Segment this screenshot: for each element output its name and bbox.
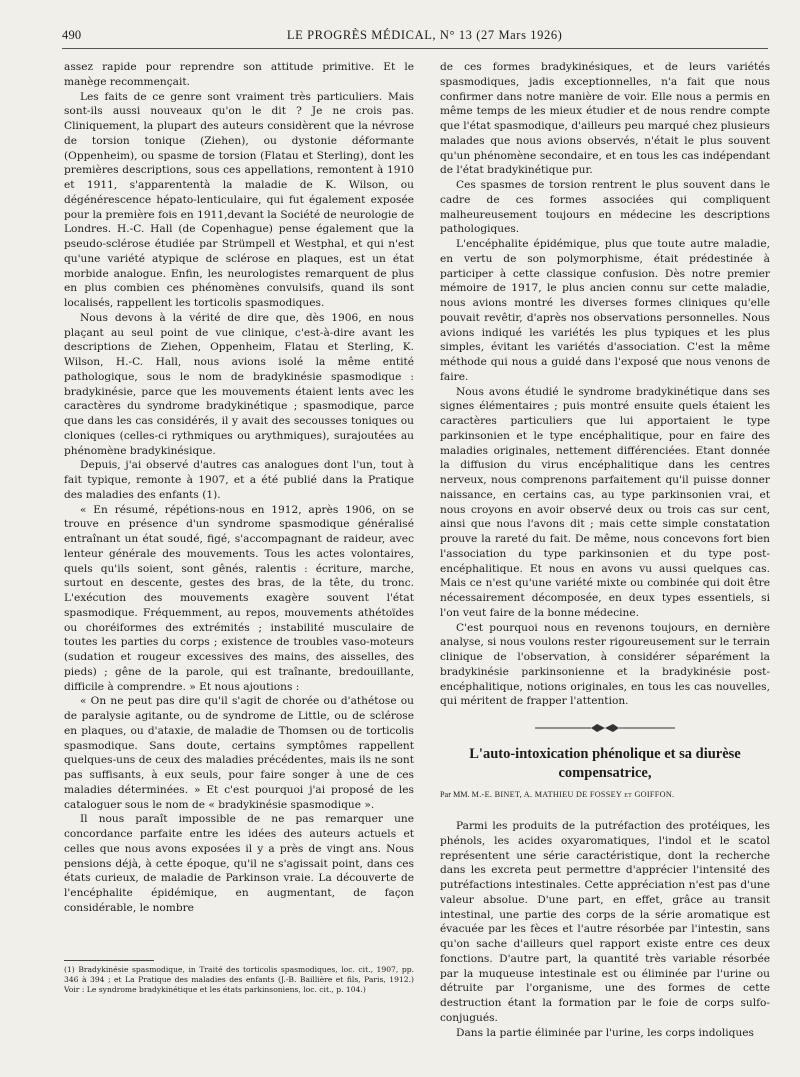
header-rule	[62, 48, 768, 49]
journal-running-title: LE PROGRÈS MÉDICAL, N° 13 (27 Mars 1926)	[286, 28, 563, 42]
paragraph: Parmi les produits de la putréfaction des protéiques, les phénols, les acides oxyaromatiques, l'indol et le scatol représentent une série caractéristique, dont la recherche dans les excreta peut permettre d'apprécier l'intensité des putréfactions intestinales. Cette appréciation n'est pas d'une valeur absolue. D'une part, en effet, grâce au transit intestinal, une partie des corps de la série aromatique est évacuée par les fèces et l'autre résorbée par l'intestin, sans qu'on sache d'ailleurs quel rapport existe entre ces deux fonctions. D'autre part, la quantité très variable résorbée par la muqueuse intestinale est ou éliminée par l'urine ou détruite par l'organisme, une des formes de cette destruction étant la formation par le foie de corps sulfo-conjugués.	[440, 820, 770, 1024]
paragraph: « En résumé, répétions-nous en 1912, après 1906, on se trouve en présence d'un syndrome spasmodique généralisé entraînant un état soudé, figé, s'accompagnant de raideur, avec lenteur générale des mouvements. Tous les actes volontaires, quels qu'ils soient, sont gênés, ralentis : écriture, marche, surtout en descente, gestes des bras, de la tête, du tronc. L'exécution des mouvements exagère souvent l'état spasmodique. Fréquemment, au repos, mouvements athétoïdes ou choréiformes des extrémités ; instabilité musculaire de toutes les parties du corps ; existence de troubles vaso-moteurs (sudation et rougeur excessives des mains, des aisselles, des pieds) ; gêne de la parole, qui est traînante, bredouillante, difficile à comprendre. » Et nous ajoutions :	[64, 503, 414, 693]
paragraph: Dans la partie éliminée par l'urine, les corps indoliques	[456, 1026, 754, 1039]
paragraph: C'est pourquoi nous en revenons toujours, en dernière analyse, si nous voulons rester rigoureusement sur le terrain clinique de l'observation, à considérer séparément la bradykinésie parkinsonienne et la bradykinésie post-encéphalitique, notions originales, en tous les cas nouvelles, qui méritent de frapper l'attention.	[440, 621, 770, 708]
paragraph: L'encéphalite épidémique, plus que toute autre maladie, en vertu de son polymorphisme, était prédestinée à participer à cette classique confusion. Dès notre premier mémoire de 1917, le plus ancien connu sur cette maladie, nous avions montré les diverses formes cliniques qu'elle pouvait revêtir, d'après nos observations personnelles. Nous avions indiqué les variétés les plus typiques et les plus simples, évitant les variétés d'association. C'est la même méthode qui nous a guidé dans l'exposé que nous venons de faire.	[440, 238, 770, 383]
article-title: L'auto-intoxication phénolique et sa diurèse compensatrice,	[469, 746, 741, 781]
footnotes	[64, 960, 414, 995]
page-header	[62, 28, 768, 46]
right-column	[440, 60, 770, 1040]
paragraph: « On ne peut pas dire qu'il s'agit de chorée ou d'athétose ou de paralysie agitante, ou de syndrome de Little, ou de sclérose en plaques, ou d'ataxie, de maladie de Thomsen ou de torticolis spasmodique. Sans doute, certains symptômes rappellent quelques-uns de ceux des maladies précédentes, mais ils ne sont pas suffisants, à eux seuls, pour faire songer à une de ces maladies déterminées. » Et c'est pourquoi j'ai proposé de les cataloguer sous le nom de « bradykinésie spasmodique ».	[64, 695, 414, 811]
byline-prefix: Par MM.	[440, 790, 472, 799]
paragraph: Depuis, j'ai observé d'autres cas analogues dont l'un, tout à fait typique, remonte à 1907, et a été publié dans la Pratique des maladies des enfants (1).	[64, 459, 414, 501]
section-divider-ornament	[440, 721, 770, 735]
paragraph: Nous devons à la vérité de dire que, dès 1906, en nous plaçant au seul point de vue clinique, c'est-à-dire avant les descriptions de Ziehen, Oppenheim, Flatau et Sterling, K. Wilson, H.-C. Hall, nous avions isolé la même entité pathologique, sous le nom de bradykinésie spasmodique : bradykinésie, parce que les mouvements étaient lents avec les caractères du syndrome bradykinétique ; spasmodique, parce que dans les cas considérés, il y avait des secousses toniques ou cloniques (celles-ci rythmiques ou arythmiques), surajoutées au phénomène bradykinésique.	[64, 311, 414, 457]
paragraph: Les faits de ce genre sont vraiment très particuliers. Mais sont-ils aussi nouveaux qu'on le dit ? Je ne crois pas. Cliniquement, la plupart des auteurs considèrent que la névrose de torsion tonique (Ziehen), ou dystonie déformante (Oppenheim), ou spasme de torsion (Flatau et Sterling), dont les premières descriptions, sous ces appellations, remontent à 1910 et 1911, s'apparententà la maladie de K. Wilson, ou dégénérescence hépato-lenticulaire, qui fut également exposée pour la première fois en 1911,devant la Société de neurologie de Londres. H.-C. Hall (de Copenhague) pense également que la pseudo-sclérose étudiée par Strümpell et Westphal, et qui n'est qu'une variété atypique de sclérose en plaques, est un état morbide analogue. Enfin, les neurologistes remarquent de plus en plus combien ces phénomènes convulsifs, quand ils sont localisés, rappellent les torticolis spasmodiques.	[64, 90, 414, 309]
footnote: (1) Bradykinésie spasmodique, in Traité des torticolis spasmodiques, loc. cit., 1907, pp. 346 à 394 ; et La Pratique des maladies des enfants (J.-B. Baillière et fils, Paris, 1912.) Voir : Le syndrome bradykinétique et les états parkinsoniens, loc. cit., p. 104.)	[64, 965, 414, 994]
paragraph: Il nous paraît impossible de ne pas remarquer une concordance parfaite entre les idées des auteurs actuels et celles que nous avons exposées il y a près de vingt ans. Nous pensions déjà, à cette époque, qu'il ne s'agissait point, dans ces états curieux, de maladie de Parkinson vraie. La découverte de l'encéphalite épidémique, en augmentant, de façon considérable, le nombre	[64, 813, 414, 914]
footnote-rule	[64, 960, 154, 961]
left-column	[64, 60, 414, 916]
paragraph: assez rapide pour reprendre son attitude primitive. Et le manège recommençait.	[64, 61, 414, 88]
article-byline	[440, 789, 770, 801]
article-authors: M.-E. BINET, A. MATHIEU DE FOSSEY et GOIFFON.	[471, 790, 675, 799]
paragraph: de ces formes bradykinésiques, et de leurs variétés spasmodiques, jadis exceptionnelles, n'a fait que nous confirmer dans notre manière de voir. Elle nous a permis en même temps de les mieux étudier et de nous rendre compte que l'état spasmodique, d'ailleurs peu marqué chez plusieurs malades que nous avions observés, n'était le plus souvent qu'un phénomène secondaire, et en tous les cas indépendant de l'état bradykinétique pur.	[440, 61, 770, 177]
paragraph: Ces spasmes de torsion rentrent le plus souvent dans le cadre de ces formes associées qui compliquent malheureusement toujours en médecine les descriptions pathologiques.	[440, 179, 770, 236]
page-number: 490	[62, 28, 82, 42]
paragraph: Nous avons étudié le syndrome bradykinétique dans ses signes élémentaires ; puis montré ensuite quels étaient les caractères particuliers que lui apportaient le type parkinsonien et le type encéphalitique, pour en faire des maladies originales, nettement différenciées. Etant donnée la diffusion du virus encéphalitique dans les centres nerveux, nous comprenons parfaitement qu'il puisse donner naissance, en certains cas, au type parkinsonien vrai, et nous croyons en avoir observé deux ou trois cas sur cent, ainsi que nous l'avons dit ; mais cette simple constatation prouve la rareté du fait. De même, nous concevons fort bien l'association du type parkinsonien et du type post-encéphalitique. Et nous en avons vu aussi quelques cas. Mais ce n'est qu'une variété mixte ou combinée qui doit être nécessairement décomposée, en deux types essentiels, si l'on veut faire de la bonne médecine.	[440, 385, 770, 619]
